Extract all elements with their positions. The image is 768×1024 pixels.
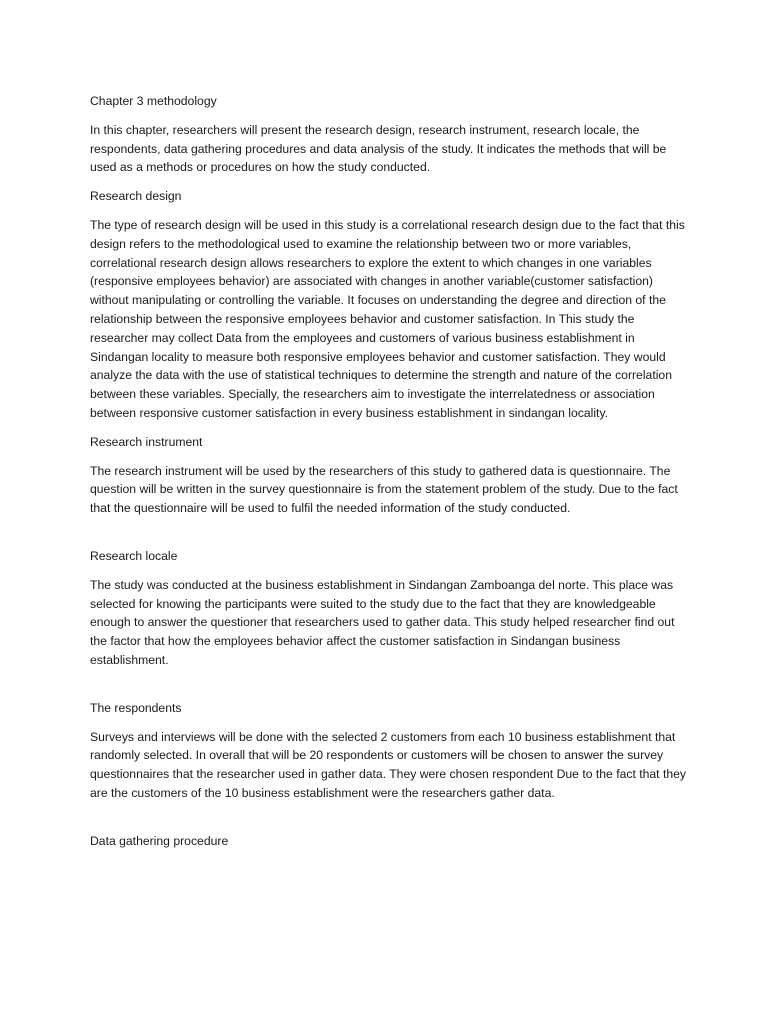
- section-heading-data-gathering: Data gathering procedure: [90, 833, 229, 848]
- section-heading-research-design: Research design: [90, 189, 182, 204]
- section-body-research-instrument: The research instrument will be used by the researchers of this study to gathered data is questionnaire. The question will be written in the survey questionnaire is from the statement problem of the study. Due to the fact that the questionnaire will be used to fulfil the needed information of the study conducted.: [90, 463, 678, 516]
- section-heading-respondents: The respondents: [90, 700, 182, 715]
- chapter-title: Chapter 3 methodology: [90, 94, 217, 108]
- section-body-respondents: Surveys and interviews will be done with the selected 2 customers from each 10 business establishment that randomly selected. In overall that will be 20 respondents or customers will be chosen to answer the survey questionnaires that the researcher used in gather data. They were chosen respondent Due to the fact that they are the customers of the 10 business establishment were the researchers gather data.: [90, 729, 686, 800]
- document-content: [90, 92, 690, 861]
- section-heading-research-locale: Research locale: [90, 548, 178, 563]
- intro-paragraph: In this chapter, researchers will present the research design, research instrument, research locale, the respondents, data gathering procedures and data analysis of the study. It indicates the methods that will be used as a methods or procedures on how the study conducted.: [90, 122, 667, 175]
- section-body-research-locale: The study was conducted at the business establishment in Sindangan Zamboanga del norte. This place was selected for knowing the participants were suited to the study due to the fact that they are knowledgeable enough to answer the questioner that researchers used to gather data. This study helped researcher find out the factor that how the employees behavior affect the customer satisfaction in Sindangan business establishment.: [90, 577, 675, 667]
- section-body-research-design: The type of research design will be used in this study is a correlational research design due to the fact that this design refers to the methodological used to examine the relationship between two or more variables, correlational research design allows researchers to explore the extent to which changes in one variables (responsive employees behavior) are associated with changes in another variable(customer satisfaction) without manipulating or controlling the variable. It focuses on understanding the degree and direction of the relationship between the responsive employees behavior and customer satisfaction. In This study the researcher may collect Data from the employees and customers of various business establishment in Sindangan locality to measure both responsive employees behavior and customer satisfaction. They would analyze the data with the use of statistical techniques to determine the strength and nature of the correlation between these variables. Specially, the researchers aim to investigate the interrelatedness or association between responsive customer satisfaction in every business establishment in sindangan locality.: [90, 217, 685, 420]
- section-heading-research-instrument: Research instrument: [90, 434, 203, 449]
